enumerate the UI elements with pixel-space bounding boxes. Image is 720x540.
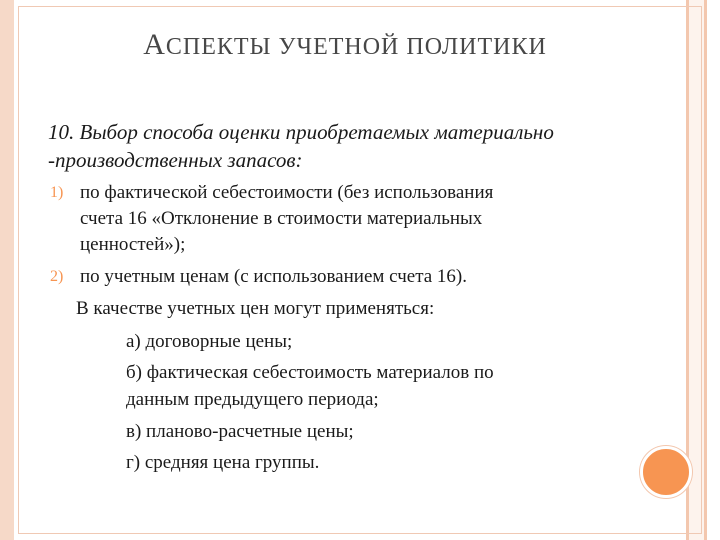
list-number: 2) [50,268,64,285]
slide-title [0,28,690,62]
heading-line-1: 10. Выбор способа оценки приобретаемых материально [48,120,554,144]
list-number: 1) [50,184,64,201]
list-item-2 [50,264,600,290]
title-rest: СПЕКТЫ УЧЕТНОЙ ПОЛИТИКИ [165,34,547,60]
option-a: а) договорные цены; [126,331,293,352]
option-c: в) планово-расчетные цены; [126,421,354,442]
right-frame-line-inner [704,0,707,540]
left-decorative-band [0,0,14,540]
list-item-line: по учетным ценам (с использованием счета 16). [80,266,467,287]
option-d: г) средняя цена группы. [126,452,320,473]
list-item-line: по фактической себестоимости (без использования [80,182,494,203]
heading-line-2: -производственных запасов: [48,148,303,172]
list-item-1 [50,180,600,258]
intro-text: В качестве учетных цен могут применяться: [76,298,435,319]
option-b: б) фактическая себестоимость материалов по [126,362,494,383]
option-b-continued: данным предыдущего периода; [126,389,379,410]
decorative-circle-icon [640,446,692,498]
section-heading [48,118,668,174]
list-item-line: ценностей»); [80,234,186,255]
title-initial: А [143,28,166,61]
list-item-line: счета 16 «Отклонение в стоимости материальных [80,208,483,229]
